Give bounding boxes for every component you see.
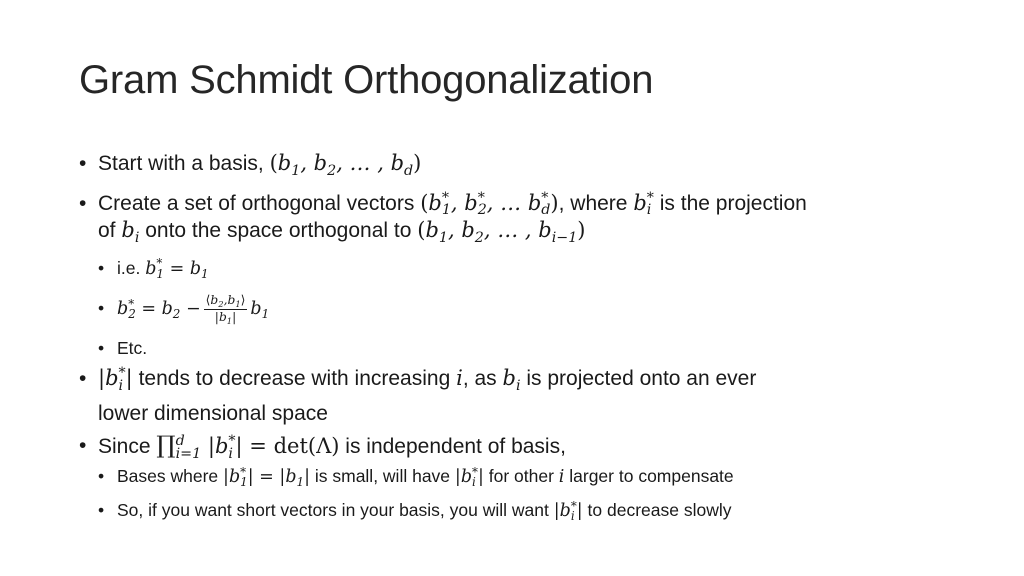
bullet-dot-icon: • — [98, 500, 105, 521]
bullet-list — [79, 150, 959, 528]
bullet-text: Since — [98, 435, 157, 459]
subbullet-short-vectors — [79, 499, 959, 522]
bullet-text: onto the space orthogonal to — [139, 218, 418, 242]
bullet-text: Etc. — [117, 338, 148, 359]
bullet-dot-icon: • — [79, 191, 87, 215]
bullet-text: of — [98, 218, 122, 242]
subbullet-b2-star — [79, 291, 959, 331]
bullet-start-basis — [79, 150, 959, 185]
fraction: $\frac{⟨b_2,b_1⟩}{|b_1|}$ — [205, 292, 246, 327]
math-prev-basis: ($b_1$, $b_2$, … , $b_{i-1}$) — [417, 217, 586, 246]
math-b2-star-formula: b * 2 = $b_2$ − $\frac{⟨b_2,b_1⟩}{|b_1|}$ $b_1$ — [117, 292, 270, 327]
bullet-dot-icon: • — [79, 367, 87, 391]
subbullet-bases-small — [79, 465, 959, 493]
math-norm-bi-star: |b * i | — [98, 365, 133, 394]
bullet-dot-icon: • — [98, 298, 105, 319]
bullet-dot-icon: • — [98, 257, 105, 278]
bullet-dot-icon: • — [79, 434, 87, 458]
bullet-dot-icon: • — [98, 466, 105, 487]
bullet-text: i.e. — [117, 257, 146, 278]
bullet-text: is independent of basis, — [339, 435, 566, 459]
bullet-text: Create a set of orthogonal vectors — [98, 191, 421, 215]
math-basis: ($b_1$, $b_2$, … , $b_d$) — [269, 151, 422, 179]
math-norm-bi-star: |b * i | — [454, 464, 484, 489]
bullet-text: Start with a basis, — [98, 152, 270, 175]
math-bi-star: b * i — [633, 190, 654, 219]
bullet-text: larger to compensate — [564, 466, 734, 487]
math-orth-vectors: (b * 1 , b * 2 , … b * d ) — [420, 190, 559, 219]
subbullet-ie — [79, 257, 959, 285]
bullet-text: , where — [558, 191, 634, 215]
bullet-text: So, if you want short vectors in your basis, you will want — [117, 500, 554, 521]
math-i: i — [456, 366, 463, 391]
math-b1-star: b * 1 = $b_1$ — [145, 256, 209, 282]
math-b1-norm-eq: |b * 1 | = $|b_1|$ — [223, 464, 310, 490]
math-norm-bi-star: |b * i | — [553, 498, 583, 523]
bullet-dot-icon: • — [98, 338, 105, 359]
math-product-det: ∏ d i=1 |b * i | = det(Λ) — [156, 431, 340, 462]
math-bi: $b_i$ — [121, 217, 140, 246]
bullet-since-product — [79, 432, 959, 460]
slide-title: Gram Schmidt Orthogonalization — [79, 58, 654, 102]
bullet-text: tends to decrease with increasing — [132, 367, 457, 391]
bullet-dot-icon: • — [79, 152, 87, 175]
bullet-text: Bases where — [117, 466, 224, 487]
bullet-create-orthogonal — [79, 190, 959, 252]
bullet-text: lower dimensional space — [98, 402, 328, 426]
bullet-text: , as — [462, 367, 503, 391]
bullet-text: is the projection — [653, 191, 807, 215]
bullet-text: to decrease slowly — [582, 500, 732, 521]
bullet-text: is projected onto an ever — [520, 367, 757, 391]
math-i: i — [558, 467, 565, 488]
bullet-tends-decrease — [79, 365, 959, 427]
math-bi: $b_i$ — [502, 366, 521, 395]
bullet-text: is small, will have — [310, 466, 455, 487]
subbullet-etc — [79, 337, 959, 359]
bullet-text: for other — [483, 466, 559, 487]
